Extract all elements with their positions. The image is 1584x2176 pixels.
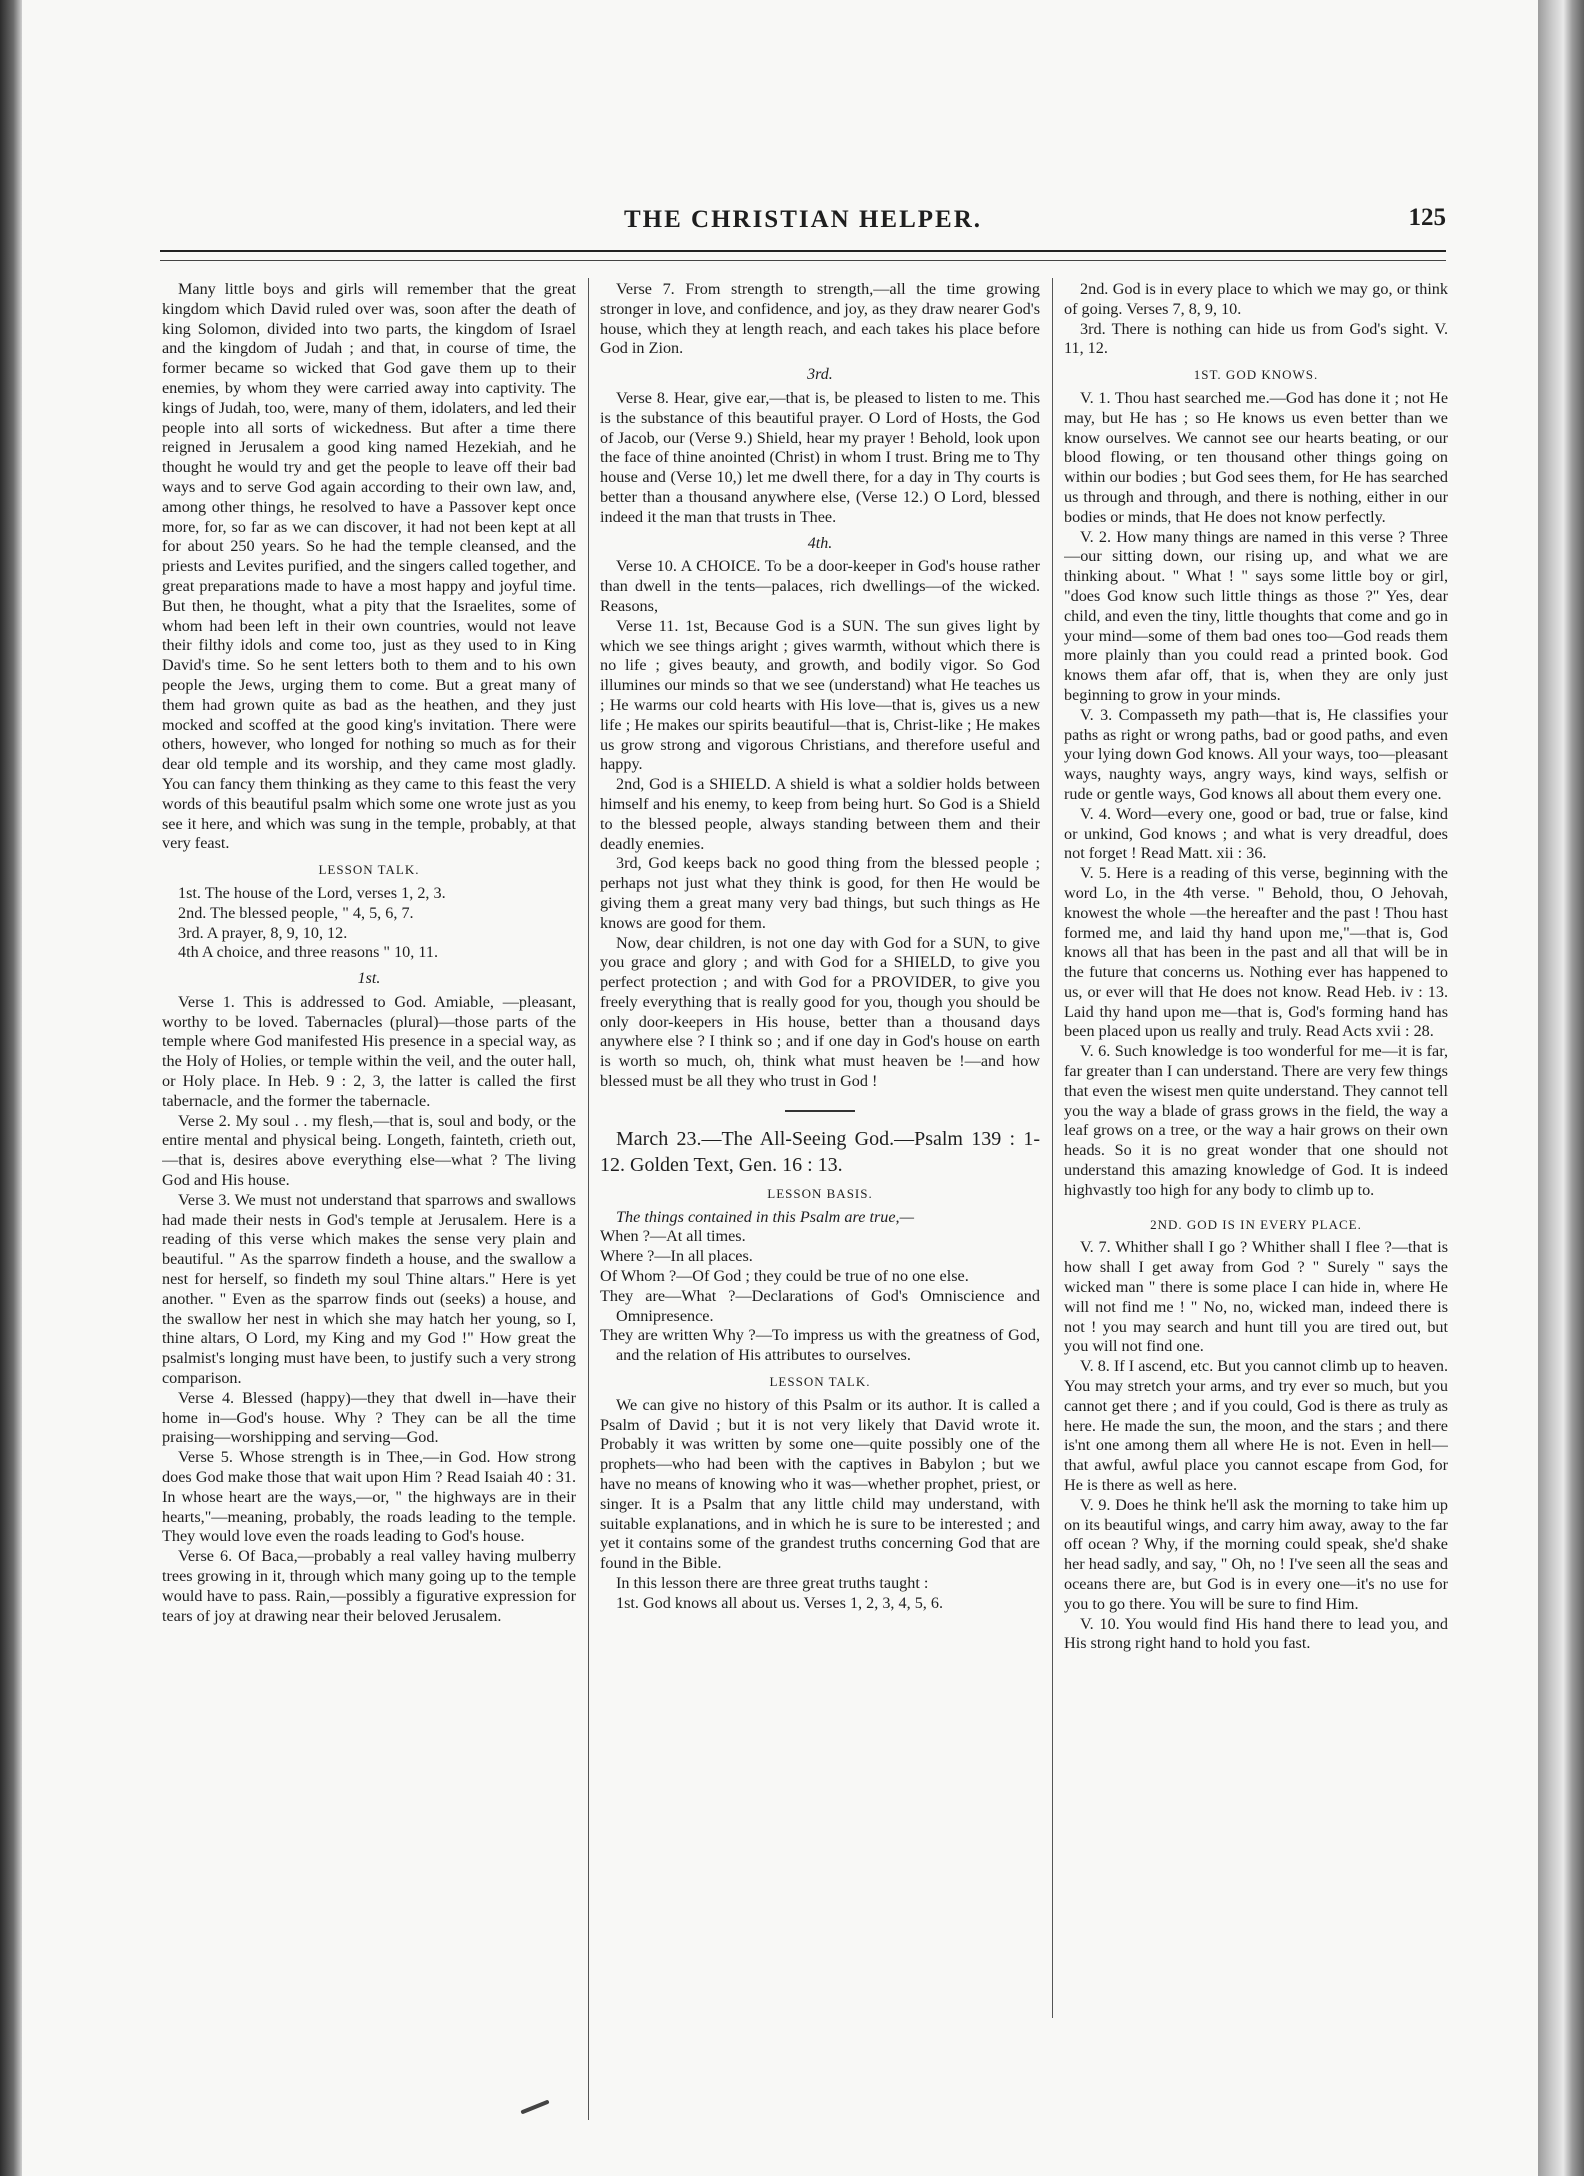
outline-item: 2nd. The blessed people, " 4, 5, 6, 7. <box>178 903 414 922</box>
verse-paragraph: V. 2. How many things are named in this verse ? Three—our sitting down, our rising up, and what we are thinking about. " What ! " says some little boy or girl, "does God know such little things as those ?" Yes, dear child, and even the tiny, little thoughts that come and go in your mind—some of them bad ones too—God reads them more plainly than you could read a printed book. God knows them afar off, that is, when they are only just beginning to grow in your minds. <box>1064 527 1448 704</box>
talk-paragraph: In this lesson there are three great truths taught : <box>616 1574 929 1593</box>
section-divider <box>785 1110 855 1112</box>
verse-paragraph: V. 4. Word—every one, good or bad, true or false, kind or unkind, God knows ; and what is very dreadful, does not forget ! Read Matt. xii : 36. <box>1064 804 1448 863</box>
verse-paragraph: V. 9. Does he think he'll ask the morning to take him up on its beautiful wings, and carry him away, away to the far off ocean ? Why, if the morning could speak, she'd shake her head sadly, and say, " Oh, no ! I've seen all the seas and oceans there are, but God is in every one—it's no use for you to go there. You will be sure to find Him. <box>1064 1495 1448 1613</box>
intro-paragraph: Many little boys and girls will remember that the great kingdom which David ruled over was, soon after the death of king Solomon, divided into two parts, the kingdom of Israel and the kingdom of Judah ; and that, in course of time, the former became so wicked that God gave them up to their enemies, by whom they were carried away into captivity. The kings of Judah, too, were, many of them, idolaters, and led their people into all sorts of wickedness. But after a time there reigned in Jerusalem a good king named Hezekiah, and he thought he would try and get the people to leave off their bad ways and to serve God again according to their own law, and, among other things, he resolved to have a Passover kept once more, for, so far as we can discover, it had not been kept at all for about 250 years. So he had the temple cleansed, and the priests and Levites purified, and the singers called together, and great preparations made to have a most happy and joyful time. But then, he thought, what a pity that the Israelites, some of whom had been left in their own countries, would not leave their filthy idols and come too, just as they used to in King David's time. So he sent letters both to them and to his own people the Jews, urging them to come. But a great many of them had grown quite as bad as the heathen, and they just mocked and scoffed at the good king's invitation. There were others, however, who longed for nothing so much as for their dear old temple and its worship, and they came most gladly. You can fancy them thinking as they came to this feast the very words of this beautiful psalm which some one wrote just as you see it here, and which was sung in the temple, probably, at that very feast. <box>162 280 576 853</box>
column-1 <box>162 280 576 2150</box>
running-title: THE CHRISTIAN HELPER. <box>623 206 983 233</box>
section-heading: LESSON TALK. <box>318 862 420 878</box>
verse-paragraph: Verse 11. 1st, Because God is a SUN. The sun gives light by which we see things aright ; gives warmth, without which there is no life ; gives beauty, and growth, and bodily vigor. So God illumines our minds so that we see (understand) what He teaches us ; He warms our cold hearts with His love—that is, gives us a new life ; He makes our spirits beautiful—that is, Christ-like ; He makes us grow strong and vigorous Christians, and therefore useful and happy. <box>600 616 1040 774</box>
truth-paragraph: 3rd. There is nothing can hide us from God's sight. V. 11, 12. <box>1064 319 1448 358</box>
verse-paragraph: Verse 2. My soul . . my flesh,—that is, soul and body, or the entire mental and physical being. Longeth, fainteth, crieth out,—that is, desires above everything else—what ? The living God and His house. <box>162 1111 576 1190</box>
verse-paragraph: V. 1. Thou hast searched me.—God has done it ; not He may, but He has ; so He knows us even better than we know ourselves. We cannot see our hearts beating, or our blood flowing, or ten thousand other things going on within our bodies ; but God sees them, for He has searched us through and through, and there is nothing, either in our bodies or minds, that He does not know perfectly. <box>1064 388 1448 526</box>
verse-paragraph: 2nd, God is a SHIELD. A shield is what a soldier holds between himself and his enemy, to keep from being hurt. So God is a Shield to the blessed people, always standing between them and their deadly enemies. <box>600 775 1040 853</box>
subsection-heading: 3rd. <box>807 366 833 384</box>
section-heading: 2ND. GOD IS IN EVERY PLACE. <box>1150 1216 1362 1232</box>
page-number: 125 <box>1408 204 1446 231</box>
verse-paragraph: Verse 6. Of Baca,—probably a real valley having mulberry trees growing in it, through which many going up to the temple would have to pass. Rain,—possibly a figurative expression for tears of joy at drawing near their beloved Jerusalem. <box>162 1547 576 1625</box>
book-spine-shadow <box>0 0 22 2176</box>
page-edge <box>1538 0 1584 2176</box>
column-3 <box>1064 280 1448 2150</box>
basis-item: They are—What ?—Declarations of God's Omniscience and Omnipresence. <box>600 1286 1040 1325</box>
column-divider-1 <box>588 278 589 2120</box>
verse-paragraph: Verse 8. Hear, give ear,—that is, be pleased to listen to me. This is the substance of this beautiful prayer. O Lord of Hosts, the God of Jacob, our (Verse 9.) Shield, hear my prayer ! Behold, look upon the face of thine anointed (Christ) in whom I trust. Bring me to Thy house and (Verse 10,) let me dwell there, for a day in Thy courts is better than a thousand anywhere else, (Verse 12.) O Lord, blessed indeed it the man that trusts in Thee. <box>600 388 1040 526</box>
verse-paragraph: Verse 1. This is addressed to God. Amiable, —pleasant, worthy to be loved. Tabernacles (plural)—those parts of the temple where God manifested His presence in a special way, as the Holy of Holies, or temple within the veil, and the outer hall, or Holy place. In Heb. 9 : 2, 3, the latter is called the first tabernacle, and the former the tabernacle. <box>162 992 576 1110</box>
section-heading: LESSON BASIS. <box>767 1185 873 1201</box>
section-heading: 1ST. GOD KNOWS. <box>1193 367 1319 383</box>
verse-paragraph: V. 10. You would find His hand there to lead you, and His strong right hand to hold you fast. <box>1064 1614 1448 1653</box>
verse-paragraph: V. 8. If I ascend, etc. But you cannot climb up to heaven. You may stretch your arms, and try ever so much, but you cannot get there ; and if you could, God is there as truly as here. He made the sun, the moon, and the stars ; and there is'nt one among them all where He is not. Even in hell—that awful, awful place you cannot escape from God, for He is there as well as here. <box>1064 1357 1448 1495</box>
verse-paragraph: Verse 4. Blessed (happy)—they that dwell in—have their home in—God's house. Why ? They can be all the time praising—worshipping and serving—God. <box>162 1388 576 1447</box>
outline-item: 1st. The house of the Lord, verses 1, 2, 3. <box>178 883 446 902</box>
verse-paragraph: V. 5. Here is a reading of this verse, beginning with the word Lo, in the 4th verse. " Behold, thou, O Jehovah, knowest the whole —the hereafter and the past ! Thou hast formed me, and laid thy hand upon me,"—that is, God knows all that has been in the past and all that will be in the future that concerns us. Nothing ever has happened to us, or ever will that He does not know. Read Heb. iv : 13. Laid thy hand upon me—that is, God's forming hand has been placed upon us really and truly. Read Acts xvii : 28. <box>1064 864 1448 1041</box>
page-header <box>160 202 1446 246</box>
basis-intro: The things contained in this Psalm are true,— <box>616 1207 914 1226</box>
verse-paragraph: V. 3. Compasseth my path—that is, He classifies your paths as right or wrong paths, bad or good paths, and even your lying down God knows. All your ways, too—pleasant ways, naughty ways, angry ways, kind ways, selfish or rude or gentle ways, God knows all about them every one. <box>1064 705 1448 803</box>
basis-item: Of Whom ?—Of God ; they could be true of no one else. <box>600 1267 969 1286</box>
verse-paragraph: Verse 7. From strength to strength,—all the time growing stronger in love, and confidence, and joy, as they draw nearer God's house, which they at length reach, and each takes his place before God in Zion. <box>600 280 1040 358</box>
talk-paragraph: 1st. God knows all about us. Verses 1, 2, 3, 4, 5, 6. <box>616 1593 944 1612</box>
truth-paragraph: 2nd. God is in every place to which we may go, or think of going. Verses 7, 8, 9, 10. <box>1064 280 1448 318</box>
verse-paragraph: Now, dear children, is not one day with God for a SUN, to give you grace and glory ; and with God for a SHIELD, to give you perfect protection ; and with God for a PROVIDER, to give you freely everything that is really good for you, though you should be only door-keepers in His house, better than a thousand days anywhere else ? I think so ; and if one day in God's house on earth is worth so much, oh, think what must heaven be !—and how blessed must be all they who trust in God ! <box>600 933 1040 1091</box>
verse-paragraph: Verse 3. We must not understand that sparrows and swallows had made their nests in God's temple at Jerusalem. Here is a reading of this verse which makes the sense very plain and beautiful. " As the sparrow findeth a house, and the swallow a nest for herself, so findeth my soul Thine altars." Here is yet another. " Even as the sparrow finds out (seeks) a house, and the swallow her nest in which she may hatch her young, so I, thine altars, O Lord, my King and my God !" How great the psalmist's longing must have been, to justify such a very strong comparison. <box>162 1190 576 1388</box>
basis-item: They are written Why ?—To impress us with the greatness of God, and the relation of His attributes to ourselves. <box>600 1326 1040 1365</box>
verse-paragraph: V. 6. Such knowledge is too wonderful for me—it is far, far greater than I can understand. There are very few things that even the wisest men quite understand. They cannot tell you the way a blade of grass grows in the field, the way a leaf grows on a tree, or the way a hair grows on their own heads. So it is no great wonder that one should not understand this amazing knowledge of God. It is indeed highvastly too high for any body to climb up to. <box>1064 1042 1448 1199</box>
talk-paragraph: We can give no history of this Psalm or its author. It is called a Psalm of David ; but it is not very likely that David wrote it. Probably it was written by some one—quite possibly one of the prophets—who had been with the captives in Babylon ; but we have no means of knowing who it was—whether prophet, priest, or singer. It is a Psalm that any little child may understand, with suitable explanations, and in which he is sure to be interested ; and yet it contains some of the grandest truths concerning God that are found in the Bible. <box>600 1395 1040 1573</box>
verse-paragraph: Verse 10. A CHOICE. To be a door-keeper in God's house rather than dwell in the tents—palaces, rich dwellings—of the wicked. Reasons, <box>600 557 1040 615</box>
verse-paragraph: 3rd, God keeps back no good thing from the blessed people ; perhaps not just what they think is good, for then He would be giving them a great many very bad things, but such things as He knows are good for them. <box>600 854 1040 932</box>
column-divider-2 <box>1052 278 1053 2018</box>
basis-item: When ?—At all times. <box>600 1227 746 1246</box>
basis-item: Where ?—In all places. <box>600 1247 753 1266</box>
outline-item: 3rd. A prayer, 8, 9, 10, 12. <box>178 923 348 942</box>
subsection-heading: 4th. <box>807 534 833 552</box>
verse-paragraph: V. 7. Whither shall I go ? Whither shall I flee ?—that is how shall I get away from God ? " Surely " says the wicked man " there is some place I can hide in, where He will not find me ! " No, no, wicked man, indeed there is not ! you may search and hunt till you are tired out, but you will not find one. <box>1064 1238 1448 1356</box>
column-2 <box>600 280 1040 2150</box>
header-rule <box>160 250 1446 261</box>
subsection-heading: 1st. <box>357 970 381 988</box>
outline-item: 4th A choice, and three reasons " 10, 11. <box>178 943 438 962</box>
verse-paragraph: Verse 5. Whose strength is in Thee,—in God. How strong does God make those that wait upon Him ? Read Isaiah 40 : 31. In whose heart are the ways,—or, " the highways are in their hearts,"—meaning, probably, the roads leading to the temple. They would love even the roads leading to God's house. <box>162 1448 576 1546</box>
lesson-title: March 23.—The All-Seeing God.—Psalm 139 : 1-12. Golden Text, Gen. 16 : 13. <box>600 1127 1040 1176</box>
section-heading: LESSON TALK. <box>769 1374 871 1390</box>
